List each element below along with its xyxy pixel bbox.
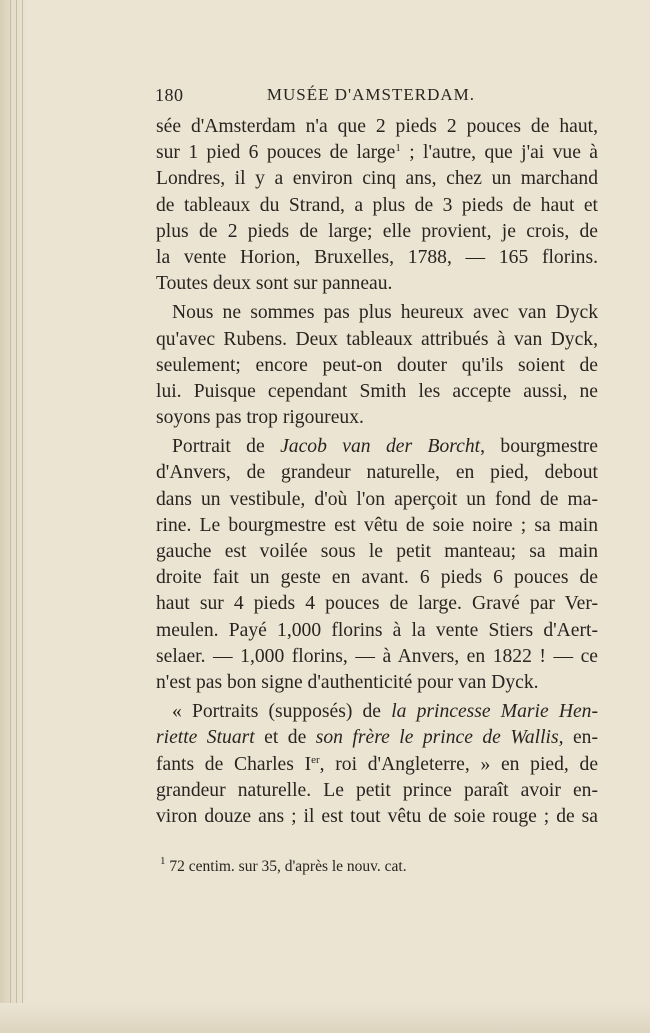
running-header — [155, 85, 600, 107]
text-line: « Portraits (supposés) de la princesse Marie Hen- — [172, 701, 598, 723]
gutter-line — [16, 0, 17, 1033]
text-line: la vente Horion, Bruxelles, 1788, — 165 florins. — [156, 246, 598, 268]
text-line: haut sur 4 pieds 4 pouces de large. Gravé par Ver- — [156, 593, 598, 615]
page-number: 180 — [155, 85, 184, 105]
text-line: Portrait de Jacob van der Borcht, bourgmestre — [172, 436, 598, 458]
text-line: Toutes deux sont sur panneau. — [156, 273, 393, 295]
text-line: de tableaux du Strand, a plus de 3 pieds de haut et — [156, 194, 598, 216]
text-line: seulement; encore peut-on douter qu'ils soient de — [156, 354, 598, 376]
text-line: gauche est voilée sous le petit manteau; sa main — [156, 541, 598, 562]
footnote-marker: 1 — [160, 855, 166, 867]
text-line: rine. Le bourgmestre est vêtu de soie noire ; sa main — [156, 514, 598, 536]
italic-name: Jacob van der Borcht — [280, 436, 481, 458]
running-title: MUSÉE D'AMSTERDAM. — [266, 85, 475, 104]
text-line: plus de 2 pieds de large; elle provient, je crois, de — [156, 220, 598, 242]
text-line: meulen. Payé 1,000 florins à la vente Stiers d'Aert- — [156, 619, 598, 641]
footnote — [160, 855, 560, 876]
text-line: soyons pas trop rigoureux. — [156, 407, 364, 429]
text-line: sée d'Amsterdam n'a que 2 pieds 2 pouces de haut, — [156, 116, 598, 137]
gutter-line — [22, 0, 23, 1033]
italic-name: riette Stuart — [156, 727, 255, 749]
text-line: viron douze ans ; il est tout vêtu de soie rouge ; de sa — [156, 805, 598, 827]
italic-name: la princesse Marie Hen- — [391, 701, 598, 723]
text-line: d'Anvers, de grandeur naturelle, en pied, debout — [156, 462, 598, 484]
text-line: n'est pas bon signe d'authenticité pour van Dyck. — [156, 671, 539, 693]
text-line: sur 1 pied 6 pouces de large$^1$ ; l'autre, que j'ai vue à — [156, 142, 598, 164]
text-line: droite fait un geste en avant. 6 pieds 6 pouces de — [156, 567, 598, 589]
text-line: riette Stuart et de son frère le prince de Wallis, en- — [156, 727, 598, 749]
italic-name: son frère le prince de Wallis, — [315, 727, 564, 749]
superscript-er: er — [311, 753, 320, 766]
text-line: fants de Charles Ier, roi d'Angleterre, » en pied, de — [156, 753, 599, 775]
footnote-ref: 1 — [395, 142, 401, 155]
text-line: qu'avec Rubens. Deux tableaux attribués à van Dyck, — [156, 328, 598, 350]
text-line: Londres, il y a environ cinq ans, chez un marchand — [156, 168, 598, 190]
text-line: dans un vestibule, d'où l'on aperçoit un fond de ma- — [156, 488, 598, 510]
text-line: lui. Puisque cependant Smith les accepte aussi, ne — [156, 380, 598, 402]
body-text — [156, 114, 598, 830]
footnote-text: 72 centim. sur 35, d'après le nouv. cat. — [169, 858, 407, 875]
page-bottom-edge — [0, 1003, 650, 1033]
text-line: grandeur naturelle. Le petit prince paraît avoir en- — [156, 779, 598, 801]
gutter-line — [10, 0, 11, 1033]
page-gutter — [0, 0, 28, 1033]
text-line: Nous ne sommes pas plus heureux avec van Dyck — [172, 302, 598, 324]
text-line: selaer. — 1,000 florins, — à Anvers, en 1822 ! — ce — [156, 645, 598, 667]
